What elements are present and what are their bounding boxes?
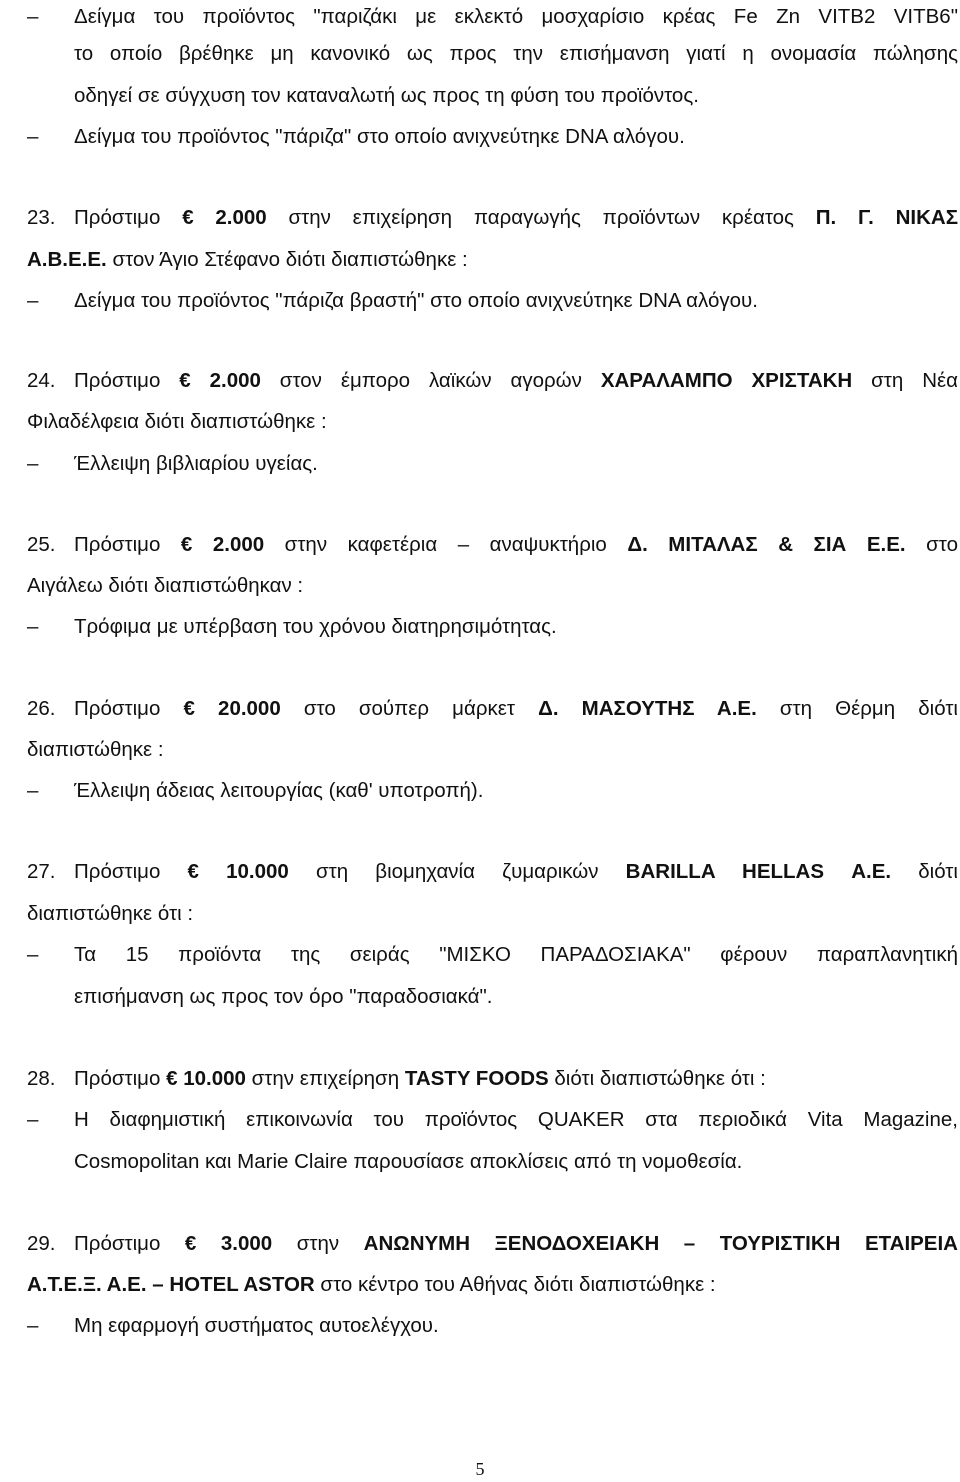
item-number: 26. — [27, 697, 56, 720]
text-line — [0, 735, 960, 765]
fine-amount: € 10.000 — [166, 1067, 246, 1090]
company-name: Δ. ΜΙΤΑΛΑΣ & ΣΙΑ Ε.Ε. — [627, 533, 906, 556]
paragraph-text: Η διαφημιστική επικοινωνία του προϊόντος QUAKER στα περιοδικά Vita Magazine, — [74, 1108, 958, 1131]
paragraph-text: Δείγμα του προϊόντος "πάριζα" στο οποίο ανιχνεύτηκε DNA αλόγου. — [74, 125, 685, 148]
paragraph-text: διαπιστώθηκε : — [27, 738, 164, 761]
fine-amount: € 2.000 — [182, 206, 267, 229]
text-line — [0, 245, 960, 275]
item-text: Α.Β.Ε.Ε. στον Άγιο Στέφανο διότι διαπιστώθηκε : — [27, 248, 468, 271]
paragraph-text: το οποίο βρέθηκε μη κανονικό ως προς την επισήμανση γιατί η ονομασία πώλησης — [74, 42, 958, 65]
item-number: 28. — [27, 1067, 56, 1090]
dash-marker: – — [27, 125, 39, 148]
company-name: ΑΝΩΝΥΜΗ ΞΕΝΟΔΟΧΕΙΑΚΗ – ΤΟΥΡΙΣΤΙΚΗ ΕΤΑΙΡΕΙΑ — [363, 1232, 958, 1255]
dash-marker: – — [27, 289, 39, 312]
text-line — [0, 1270, 960, 1300]
text-line — [0, 1147, 960, 1177]
dash-marker: – — [27, 5, 39, 28]
item-number: 25. — [27, 533, 56, 556]
fine-item-29 — [0, 1229, 960, 1259]
bullet-line — [0, 1311, 960, 1341]
paragraph-text: Cosmopolitan και Marie Claire παρουσίασε αποκλίσεις από τη νομοθεσία. — [74, 1150, 743, 1173]
text-line — [0, 407, 960, 437]
paragraph-text: επισήμανση ως προς τον όρο "παραδοσιακά". — [74, 985, 493, 1008]
dash-marker: – — [27, 779, 39, 802]
bullet-line — [0, 940, 960, 970]
dash-marker: – — [27, 1108, 39, 1131]
text-line — [0, 81, 960, 111]
bullet-line — [0, 449, 960, 479]
text-line — [0, 39, 960, 69]
bullet-line — [0, 776, 960, 806]
item-number: 23. — [27, 206, 56, 229]
company-name: TASTY FOODS — [404, 1067, 549, 1090]
item-text: Πρόστιμο € 3.000 στην ΑΝΩΝΥΜΗ ΞΕΝΟΔΟΧΕΙΑΚΗ – ΤΟΥΡΙΣΤΙΚΗ ΕΤΑΙΡΕΙΑ — [74, 1232, 958, 1255]
dash-marker: – — [27, 452, 39, 475]
item-text: Πρόστιμο € 20.000 στο σούπερ μάρκετ Δ. ΜΑΣΟΥΤΗΣ Α.Ε. στη Θέρμη διότι — [74, 697, 958, 720]
company-name: Δ. ΜΑΣΟΥΤΗΣ Α.Ε. — [538, 697, 757, 720]
fine-amount: € 10.000 — [187, 860, 289, 883]
dash-marker: – — [27, 943, 39, 966]
paragraph-text: Έλλειψη άδειας λειτουργίας (καθ' υποτροπή). — [74, 779, 484, 802]
bullet-line — [0, 122, 960, 152]
fine-item-28 — [0, 1064, 960, 1094]
paragraph-text: Μη εφαρμογή συστήματος αυτοελέγχου. — [74, 1314, 439, 1337]
text-line — [0, 982, 960, 1012]
item-text: Πρόστιμο € 10.000 στη βιομηχανία ζυμαρικών BARILLA HELLAS Α.Ε. διότι — [74, 860, 958, 883]
text-line — [0, 899, 960, 929]
fine-amount: € 2.000 — [179, 369, 261, 392]
paragraph-text: Έλλειψη βιβλιαρίου υγείας. — [74, 452, 318, 475]
bullet-line — [0, 1105, 960, 1135]
fine-amount: € 20.000 — [183, 697, 281, 720]
fine-amount: € 3.000 — [184, 1232, 273, 1255]
item-text: Πρόστιμο € 10.000 στην επιχείρηση TASTY FOODS διότι διαπιστώθηκε ότι : — [74, 1067, 766, 1090]
company-name: BARILLA HELLAS Α.Ε. — [625, 860, 892, 883]
bullet-line — [0, 612, 960, 642]
paragraph-text: Τρόφιμα με υπέρβαση του χρόνου διατηρησιμότητας. — [74, 615, 557, 638]
paragraph-text: Τα 15 προϊόντα της σειράς "ΜΙΣΚΟ ΠΑΡΑΔΟΣΙΑΚΑ" φέρουν παραπλανητική — [74, 943, 958, 966]
fine-item-23 — [0, 203, 960, 233]
company-name: ΧΑΡΑΛΑΜΠΟ ΧΡΙΣΤΑΚΗ — [600, 369, 853, 392]
paragraph-text: διαπιστώθηκε ότι : — [27, 902, 194, 925]
paragraph-text: Δείγμα του προϊόντος "παριζάκι με εκλεκτό μοσχαρίσιο κρέας Fe Zn VITB2 VITB6" — [74, 5, 958, 28]
item-text: Πρόστιμο € 2.000 στην καφετέρια – αναψυκτήριο Δ. ΜΙΤΑΛΑΣ & ΣΙΑ Ε.Ε. στο — [74, 533, 958, 556]
company-name: Α.Τ.Ε.Ξ. Α.Ε. – HOTEL ASTOR — [27, 1273, 315, 1296]
bullet-line — [0, 2, 960, 32]
item-number: 27. — [27, 860, 56, 883]
dash-marker: – — [27, 1314, 39, 1337]
fine-amount: € 2.000 — [180, 533, 265, 556]
fine-item-25 — [0, 530, 960, 560]
item-text: Α.Τ.Ε.Ξ. Α.Ε. – HOTEL ASTOR στο κέντρο του Αθήνας διότι διαπιστώθηκε : — [27, 1273, 716, 1296]
company-name: Π. Γ. ΝΙΚΑΣ — [815, 206, 958, 229]
fine-item-26 — [0, 694, 960, 724]
page-number: 5 — [475, 1459, 485, 1479]
company-name: Α.Β.Ε.Ε. — [27, 248, 107, 271]
bullet-line — [0, 286, 960, 316]
item-number: 24. — [27, 369, 56, 392]
fine-item-27 — [0, 857, 960, 887]
item-number: 29. — [27, 1232, 56, 1255]
paragraph-text: Δείγμα του προϊόντος "πάριζα βραστή" στο οποίο ανιχνεύτηκε DNA αλόγου. — [74, 289, 758, 312]
dash-marker: – — [27, 615, 39, 638]
text-line — [0, 571, 960, 601]
item-text: Πρόστιμο € 2.000 στον έμπορο λαϊκών αγορών ΧΑΡΑΛΑΜΠΟ ΧΡΙΣΤΑΚΗ στη Νέα — [74, 369, 958, 392]
paragraph-text: Αιγάλεω διότι διαπιστώθηκαν : — [27, 574, 304, 597]
fine-item-24 — [0, 366, 960, 396]
item-text: Πρόστιμο € 2.000 στην επιχείρηση παραγωγής προϊόντων κρέατος Π. Γ. ΝΙΚΑΣ — [74, 206, 958, 229]
paragraph-text: οδηγεί σε σύγχυση τον καταναλωτή ως προς τη φύση του προϊόντος. — [74, 84, 699, 107]
paragraph-text: Φιλαδέλφεια διότι διαπιστώθηκε : — [27, 410, 327, 433]
